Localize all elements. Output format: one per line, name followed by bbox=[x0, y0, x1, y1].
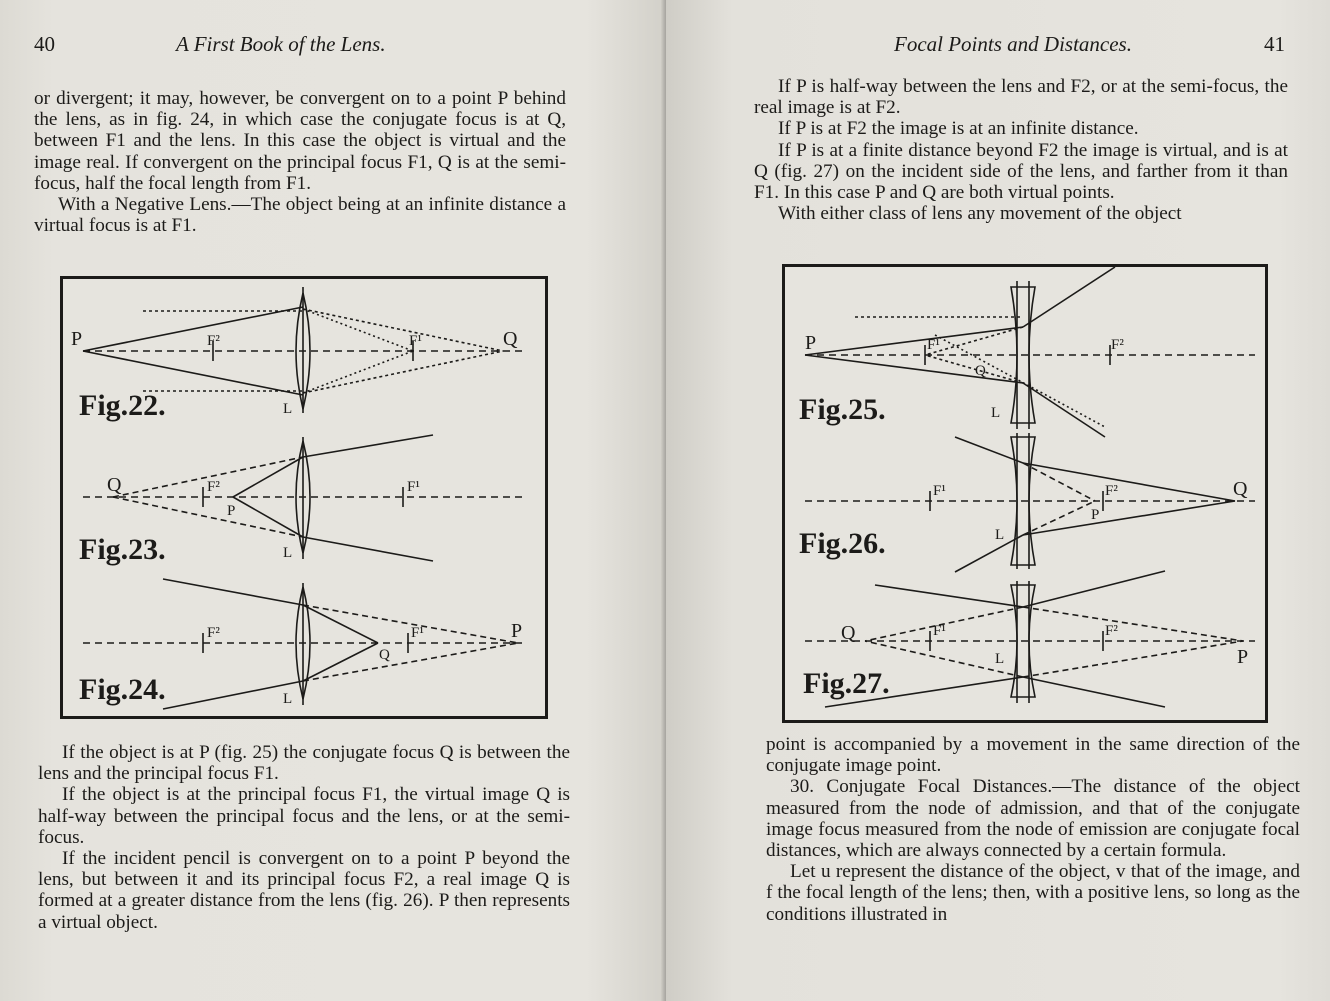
figure-label-24: Fig.24. bbox=[79, 673, 166, 706]
label-F2: F² bbox=[1105, 623, 1118, 639]
label-F2: F² bbox=[1105, 483, 1118, 499]
label-F1: F¹ bbox=[933, 623, 946, 639]
label-Q: Q bbox=[107, 474, 122, 496]
paragraph: If P is at F2 the image is at an infinite distance. bbox=[778, 118, 1139, 140]
paragraph: point is accompanied by a movement in the same direction of the conjugate image point. bbox=[766, 734, 1300, 777]
paragraph: With a Negative Lens.—The object being at an infinite distance a virtual focus is at F1. bbox=[34, 194, 566, 237]
label-L: L bbox=[991, 405, 1001, 421]
page-number: 40 bbox=[34, 32, 55, 56]
figure-label-25: Fig.25. bbox=[799, 393, 886, 426]
lens-diagrams-positive bbox=[63, 279, 545, 716]
label-F2: F² bbox=[207, 625, 220, 641]
label-F1: F¹ bbox=[933, 483, 946, 499]
label-P: P bbox=[805, 332, 817, 354]
label-Q: Q bbox=[503, 328, 518, 350]
label-F1: F¹ bbox=[927, 337, 940, 353]
label-Q: Q bbox=[975, 363, 986, 379]
running-title: Focal Points and Distances. bbox=[894, 32, 1132, 56]
label-P: P bbox=[1237, 646, 1249, 668]
lens-diagrams-negative bbox=[785, 267, 1265, 720]
left-bottom-text bbox=[38, 742, 570, 933]
label-P: P bbox=[511, 620, 523, 642]
paragraph: If the incident pencil is convergent on to a point P beyond the lens, but between it and its principal focus F2, a real image Q is formed at a greater distance from the lens (fig. 26). P then represents a virtual object. bbox=[38, 848, 570, 933]
label-F2: F² bbox=[207, 333, 220, 349]
label-F1: F¹ bbox=[411, 625, 424, 641]
label-F1: F¹ bbox=[409, 333, 422, 349]
figure-plate-25-27 bbox=[782, 264, 1268, 723]
running-title: A First Book of the Lens. bbox=[176, 32, 386, 56]
figure-label-26: Fig.26. bbox=[799, 527, 886, 560]
label-L: L bbox=[283, 691, 293, 707]
paragraph: If P is at a finite distance beyond F2 the image is virtual, and is at Q (fig. 27) on the incident side of the lens, and farther from it than F1. In this case P and Q are both virtual points. bbox=[754, 139, 1288, 204]
paragraph: If the object is at the principal focus F1, the virtual image Q is half-way between the principal focus and the lens, or at the semi-focus. bbox=[38, 784, 570, 848]
label-F1: F¹ bbox=[407, 479, 420, 495]
right-page bbox=[666, 0, 1330, 1001]
label-P: P bbox=[71, 328, 83, 350]
label-Q: Q bbox=[379, 647, 390, 663]
label-L: L bbox=[995, 527, 1005, 543]
figure-label-22: Fig.22. bbox=[79, 389, 166, 422]
label-F2: F² bbox=[1111, 337, 1124, 353]
label-Q: Q bbox=[1233, 478, 1248, 500]
label-P: P bbox=[227, 503, 236, 519]
figure-label-23: Fig.23. bbox=[79, 533, 166, 566]
left-top-text bbox=[34, 88, 566, 236]
right-bottom-text bbox=[766, 734, 1300, 925]
label-P: P bbox=[1091, 507, 1100, 523]
paragraph: 30. Conjugate Focal Distances.—The distance of the object measured from the node of admission, and that of the conjugate image focus measured from the node of emission are conjugate focal distances, which are always connected by a certain formula. bbox=[766, 776, 1300, 862]
figure-plate-22-24 bbox=[60, 276, 548, 719]
paragraph: or divergent; it may, however, be convergent on to a point P behind the lens, as in fig. 24, in which case the conjugate focus is at Q, between F1 and the lens. In this case the object is virtual and the image real. If convergent on the principal focus F1, Q is at the semi-focus, half the focal length from F1. bbox=[34, 88, 566, 194]
figure-label-27: Fig.27. bbox=[803, 667, 890, 700]
page-number: 41 bbox=[1264, 32, 1285, 56]
label-F2: F² bbox=[207, 479, 220, 495]
paragraph: With either class of lens any movement of the object bbox=[778, 203, 1182, 225]
right-top-text bbox=[754, 76, 1288, 224]
paragraph: If P is half-way between the lens and F2, or at the semi-focus, the real image is at F2. bbox=[754, 76, 1288, 119]
label-Q: Q bbox=[841, 622, 856, 644]
label-L: L bbox=[283, 401, 293, 417]
paragraph: If the object is at P (fig. 25) the conjugate focus Q is between the lens and the principal focus F1. bbox=[38, 742, 570, 785]
label-L: L bbox=[995, 651, 1005, 667]
label-L: L bbox=[283, 545, 293, 561]
paragraph: Let u represent the distance of the object, v that of the image, and f the focal length of the lens; then, with a positive lens, so long as the conditions illustrated in bbox=[766, 861, 1300, 925]
